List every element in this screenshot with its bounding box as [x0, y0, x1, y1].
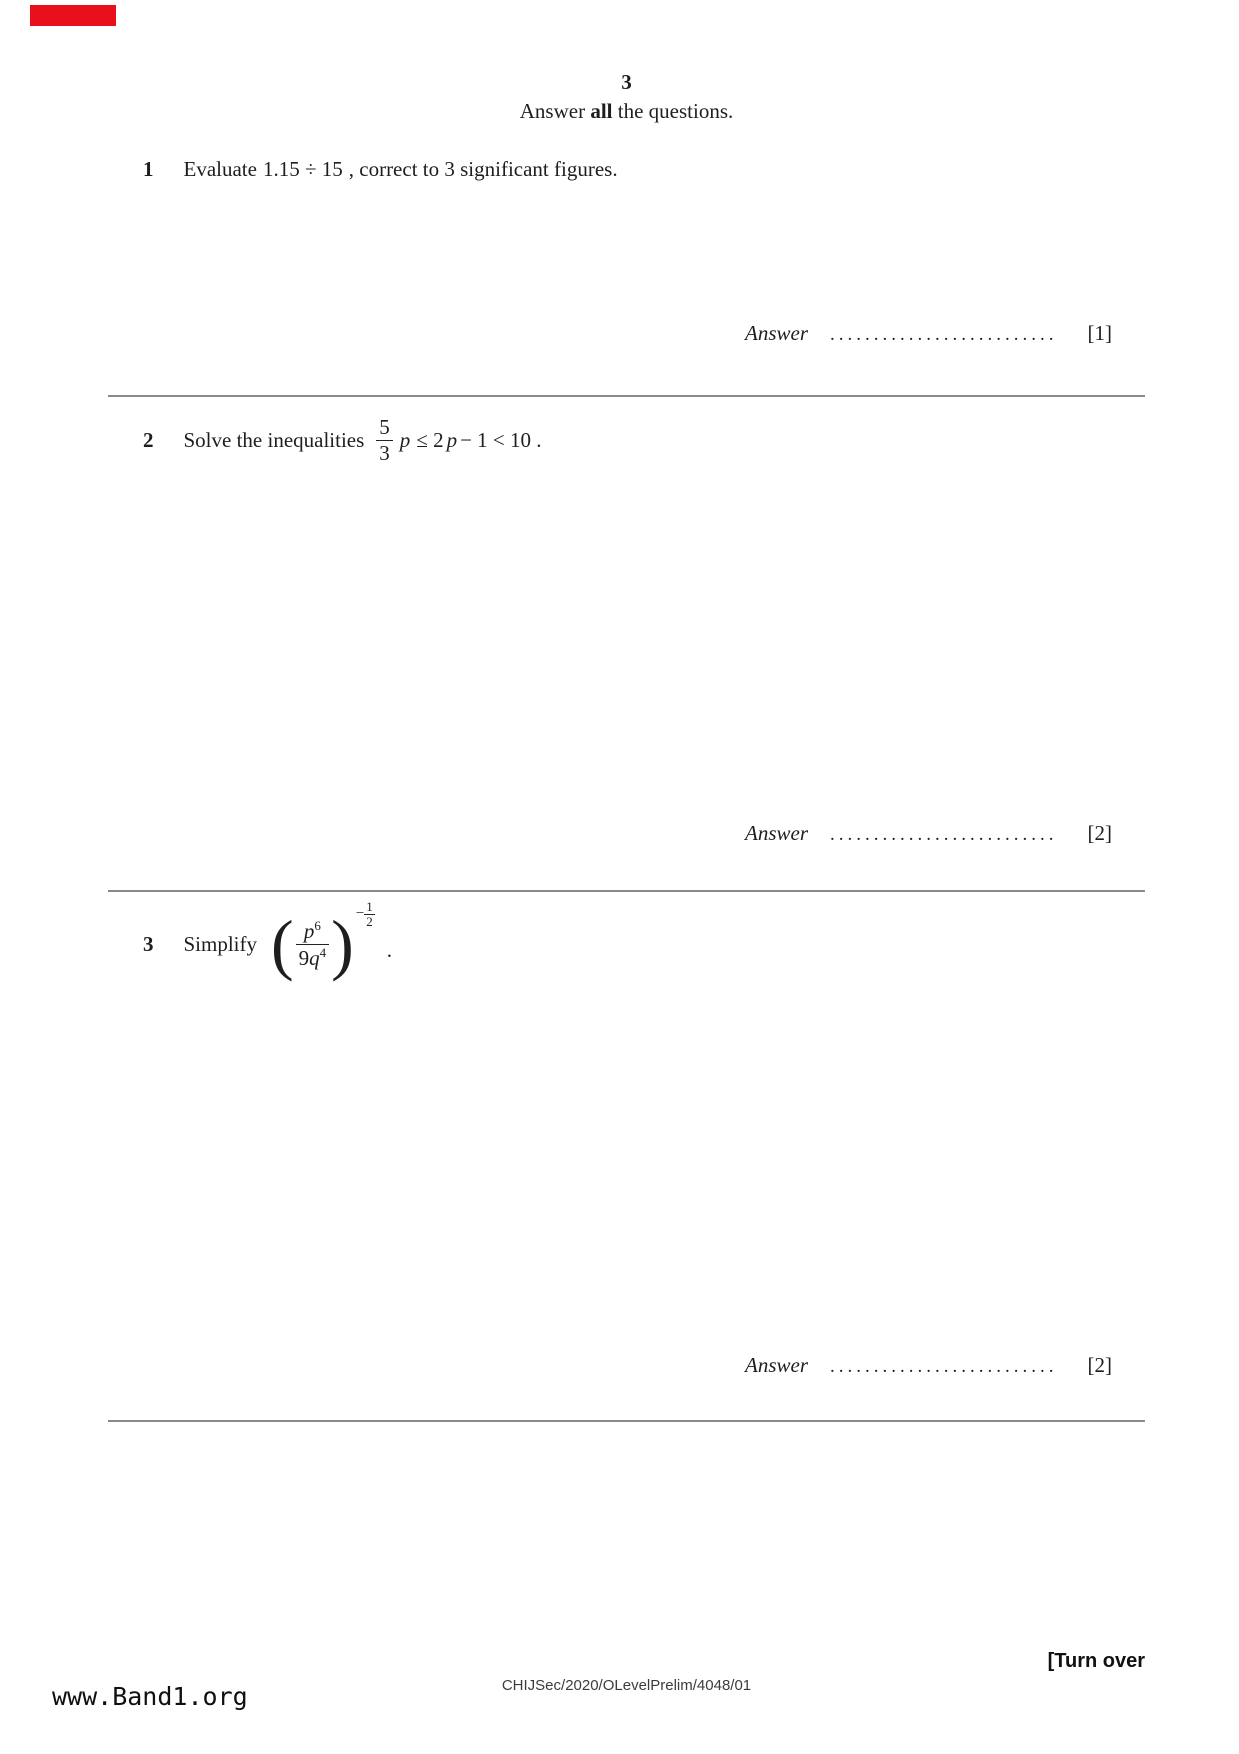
- variable-p: p: [303, 919, 315, 943]
- question-2: [143, 416, 542, 465]
- question-2-answer-line: [745, 821, 1112, 846]
- answer-dotted-line: ..........................: [830, 824, 1058, 845]
- fraction-numerator: [301, 919, 324, 943]
- question-3-tail: .: [386, 938, 393, 963]
- variable-q: q: [309, 946, 320, 971]
- answer-dotted-line: ..........................: [830, 1356, 1058, 1377]
- band1-watermark: www.Band1.org: [52, 1682, 248, 1711]
- question-2-lead: Solve the inequalities: [183, 428, 365, 453]
- question-3: [143, 899, 393, 982]
- question-1-number: 1: [143, 157, 154, 181]
- divider-2: [108, 890, 1145, 892]
- fraction-denominator: [296, 946, 330, 970]
- exponent-numerator: 1: [366, 899, 373, 915]
- marks-badge: [2]: [1087, 821, 1112, 845]
- answer-dotted-line: ..........................: [830, 324, 1058, 345]
- fraction-denominator: 3: [379, 441, 390, 466]
- open-parenthesis: (: [271, 906, 294, 982]
- red-watermark-bar: [30, 5, 116, 26]
- question-3-answer-line: [745, 1353, 1112, 1378]
- question-1-tail: , correct to 3 significant figures.: [348, 157, 618, 181]
- marks-badge: [1]: [1087, 321, 1112, 345]
- exponent-fraction-half: [364, 900, 375, 928]
- divider-1: [108, 395, 1145, 397]
- page-number: 3: [621, 70, 632, 94]
- variable-p-2: p: [446, 428, 458, 453]
- question-1-lead: Evaluate: [183, 157, 257, 181]
- footer-paper-code: CHIJSec/2020/OLevelPrelim/4048/01: [501, 1677, 752, 1694]
- outer-exponent: [356, 900, 375, 928]
- turn-over-label: [Turn over: [1047, 1650, 1145, 1672]
- question-2-number: 2: [143, 428, 154, 453]
- instruction-line: [108, 99, 1145, 124]
- minus-sign: −: [355, 906, 365, 923]
- answer-label: Answer: [745, 821, 808, 845]
- divider-3: [108, 1420, 1145, 1422]
- fraction-numerator: 5: [379, 415, 390, 439]
- variable-p: p: [399, 428, 411, 453]
- coefficient-9: 9: [298, 946, 310, 971]
- exponent-denominator: 2: [366, 914, 373, 930]
- instruction-bold: all: [590, 99, 613, 123]
- question-3-lead: Simplify: [183, 932, 258, 957]
- question-1-expression: 1.15 ÷ 15: [262, 157, 343, 181]
- close-parenthesis: ): [331, 906, 354, 982]
- question-1: [143, 157, 618, 182]
- exponent-4: 4: [319, 945, 327, 961]
- fraction-p6-over-9q4: [296, 919, 330, 970]
- marks-badge: [2]: [1087, 1353, 1112, 1377]
- inequality-part-2: − 1 < 10 .: [460, 428, 542, 453]
- question-1-answer-line: [745, 321, 1112, 346]
- question-3-number: 3: [143, 932, 154, 957]
- answer-label: Answer: [745, 321, 808, 345]
- inequality-part-1: ≤ 2: [416, 428, 444, 453]
- exponent-6: 6: [314, 918, 321, 933]
- instruction-post: the questions.: [612, 99, 734, 123]
- answer-label: Answer: [745, 1353, 808, 1377]
- fraction-five-thirds: [376, 416, 393, 465]
- instruction-pre: Answer: [519, 99, 591, 123]
- question-1-text: [184, 157, 618, 182]
